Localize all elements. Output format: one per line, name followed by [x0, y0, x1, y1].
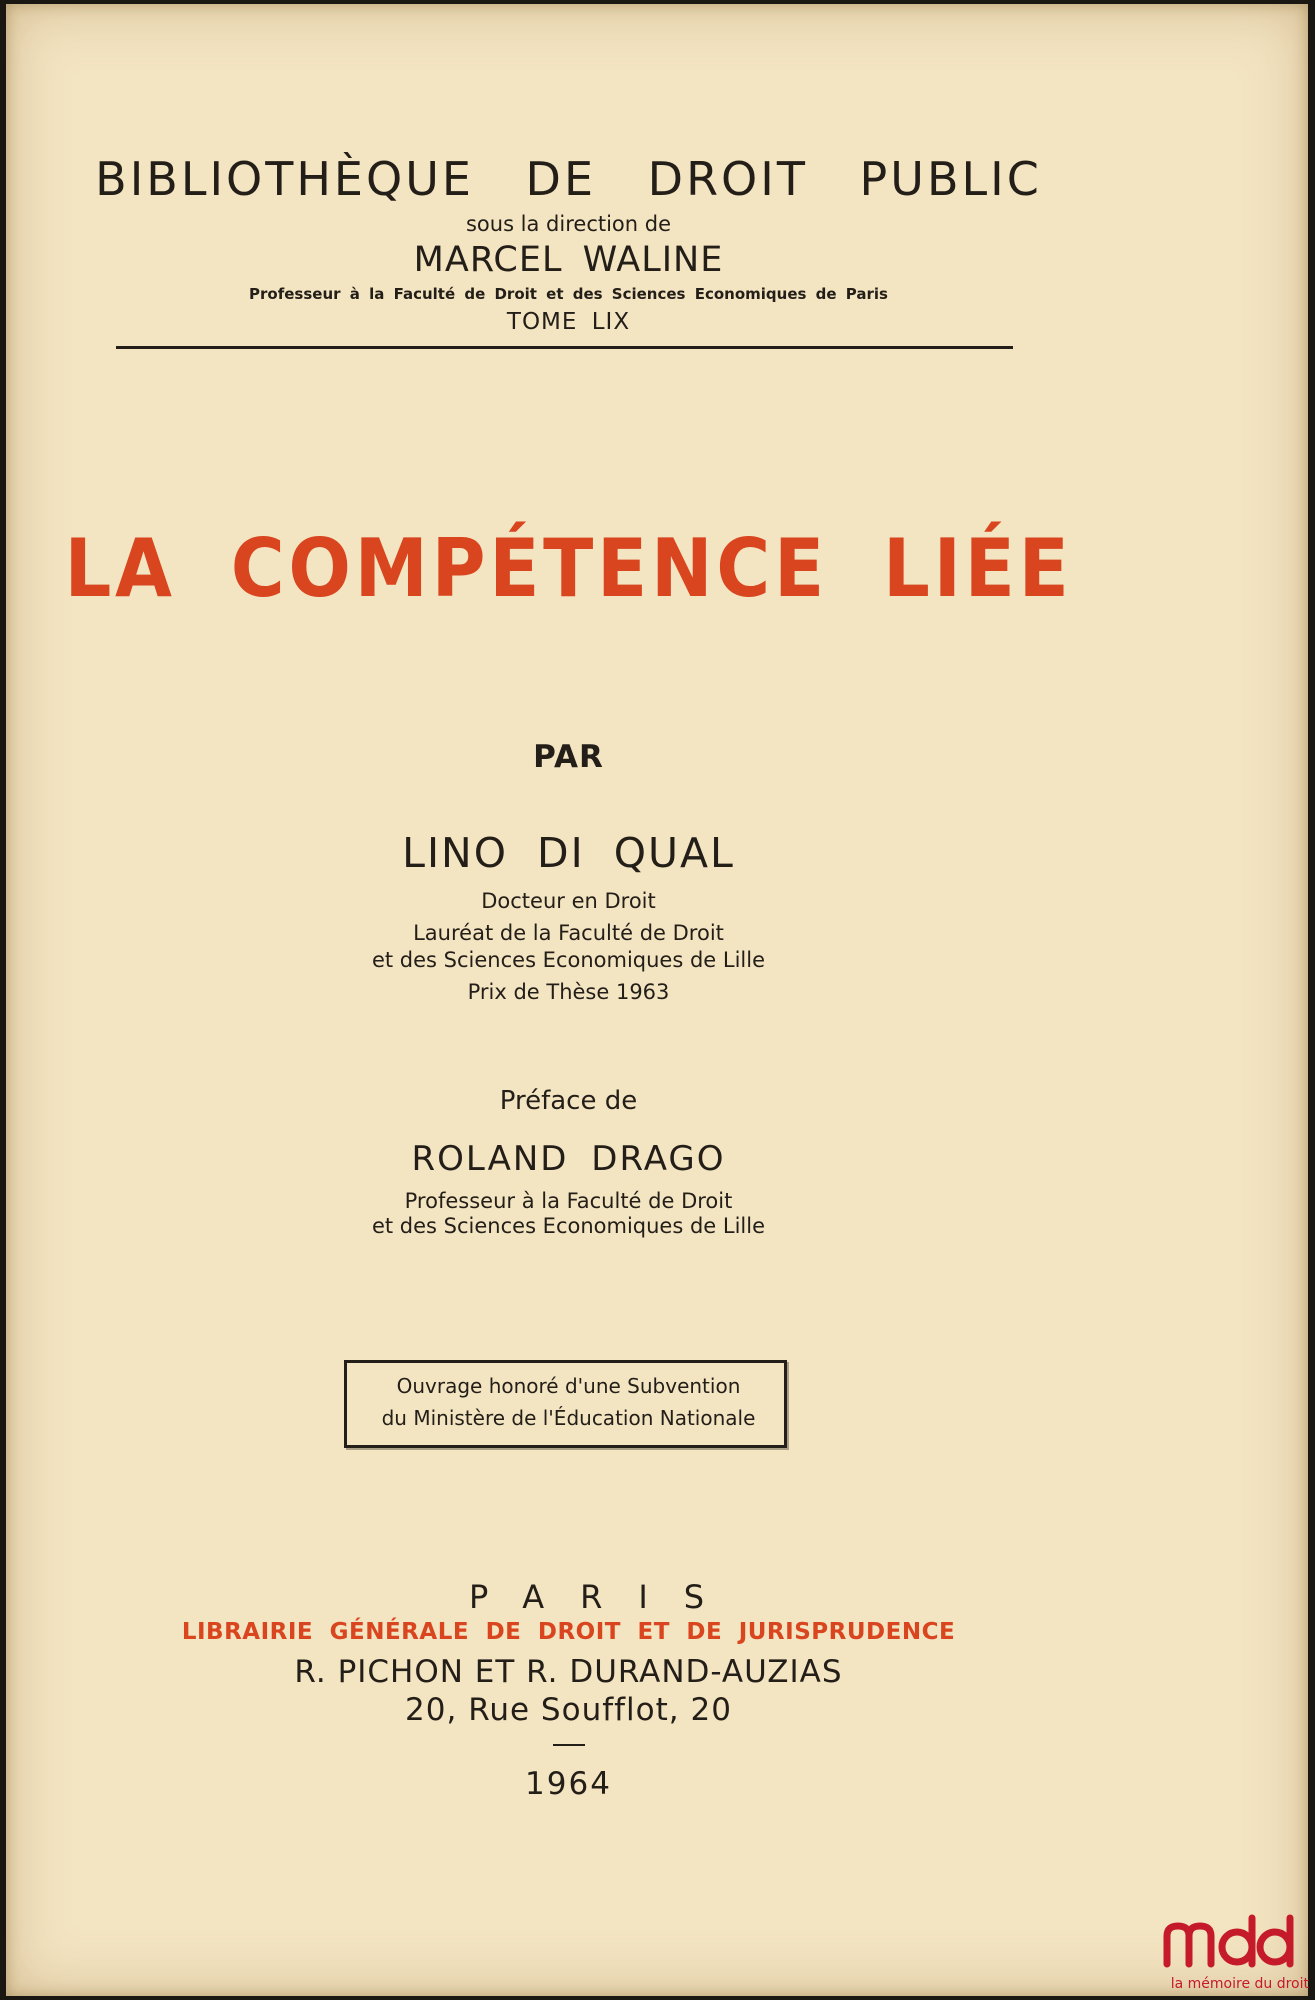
book-title: LA COMPÉTENCE LIÉE — [64, 522, 1073, 615]
imprint-city: PARIS — [468, 1578, 741, 1616]
book-cover — [6, 4, 1308, 1996]
preface-author-credential: Professeur à la Faculté de Droit — [404, 1189, 733, 1213]
preface-author: ROLAND DRAGO — [411, 1139, 726, 1179]
header-divider — [116, 346, 1013, 349]
mdd-logo-icon — [1161, 1914, 1307, 1968]
mdd-watermark-logo — [1159, 1914, 1309, 1992]
author-credential: et des Sciences Economiques de Lille — [371, 948, 766, 972]
imprint-address: 20, Rue Soufflot, 20 — [405, 1692, 732, 1728]
series-director-title: Professeur à la Faculté de Droit et des Sciences Economiques de Paris — [249, 285, 888, 303]
imprint-publisher: LIBRAIRIE GÉNÉRALE DE DROIT ET DE JURISPRUDENCE — [181, 1619, 956, 1645]
series-director: MARCEL WALINE — [413, 240, 724, 280]
preface-author-credential: et des Sciences Economiques de Lille — [371, 1214, 766, 1238]
mdd-watermark-caption: la mémoire du droit — [1170, 1976, 1309, 1992]
imprint-publisher-names: R. PICHON ET R. DURAND-AUZIAS — [294, 1654, 843, 1690]
grant-notice-line: du Ministère de l'Éducation Nationale — [381, 1406, 756, 1430]
imprint-dash — [553, 1744, 585, 1746]
author-credential: Prix de Thèse 1963 — [467, 980, 670, 1004]
imprint-year: 1964 — [525, 1766, 612, 1802]
author-credential: Docteur en Droit — [481, 889, 656, 913]
author-credential: Lauréat de la Faculté de Droit — [413, 921, 724, 945]
preface-label: Préface de — [499, 1086, 638, 1116]
grant-notice-line: Ouvrage honoré d'une Subvention — [396, 1374, 741, 1398]
series-direction-label: sous la direction de — [465, 212, 672, 236]
series-title: BIBLIOTHÈQUE DE DROIT PUBLIC — [95, 152, 1042, 206]
series-tome: TOME LIX — [506, 309, 631, 335]
author-name: LINO DI QUAL — [402, 829, 735, 877]
by-label: PAR — [533, 739, 604, 775]
